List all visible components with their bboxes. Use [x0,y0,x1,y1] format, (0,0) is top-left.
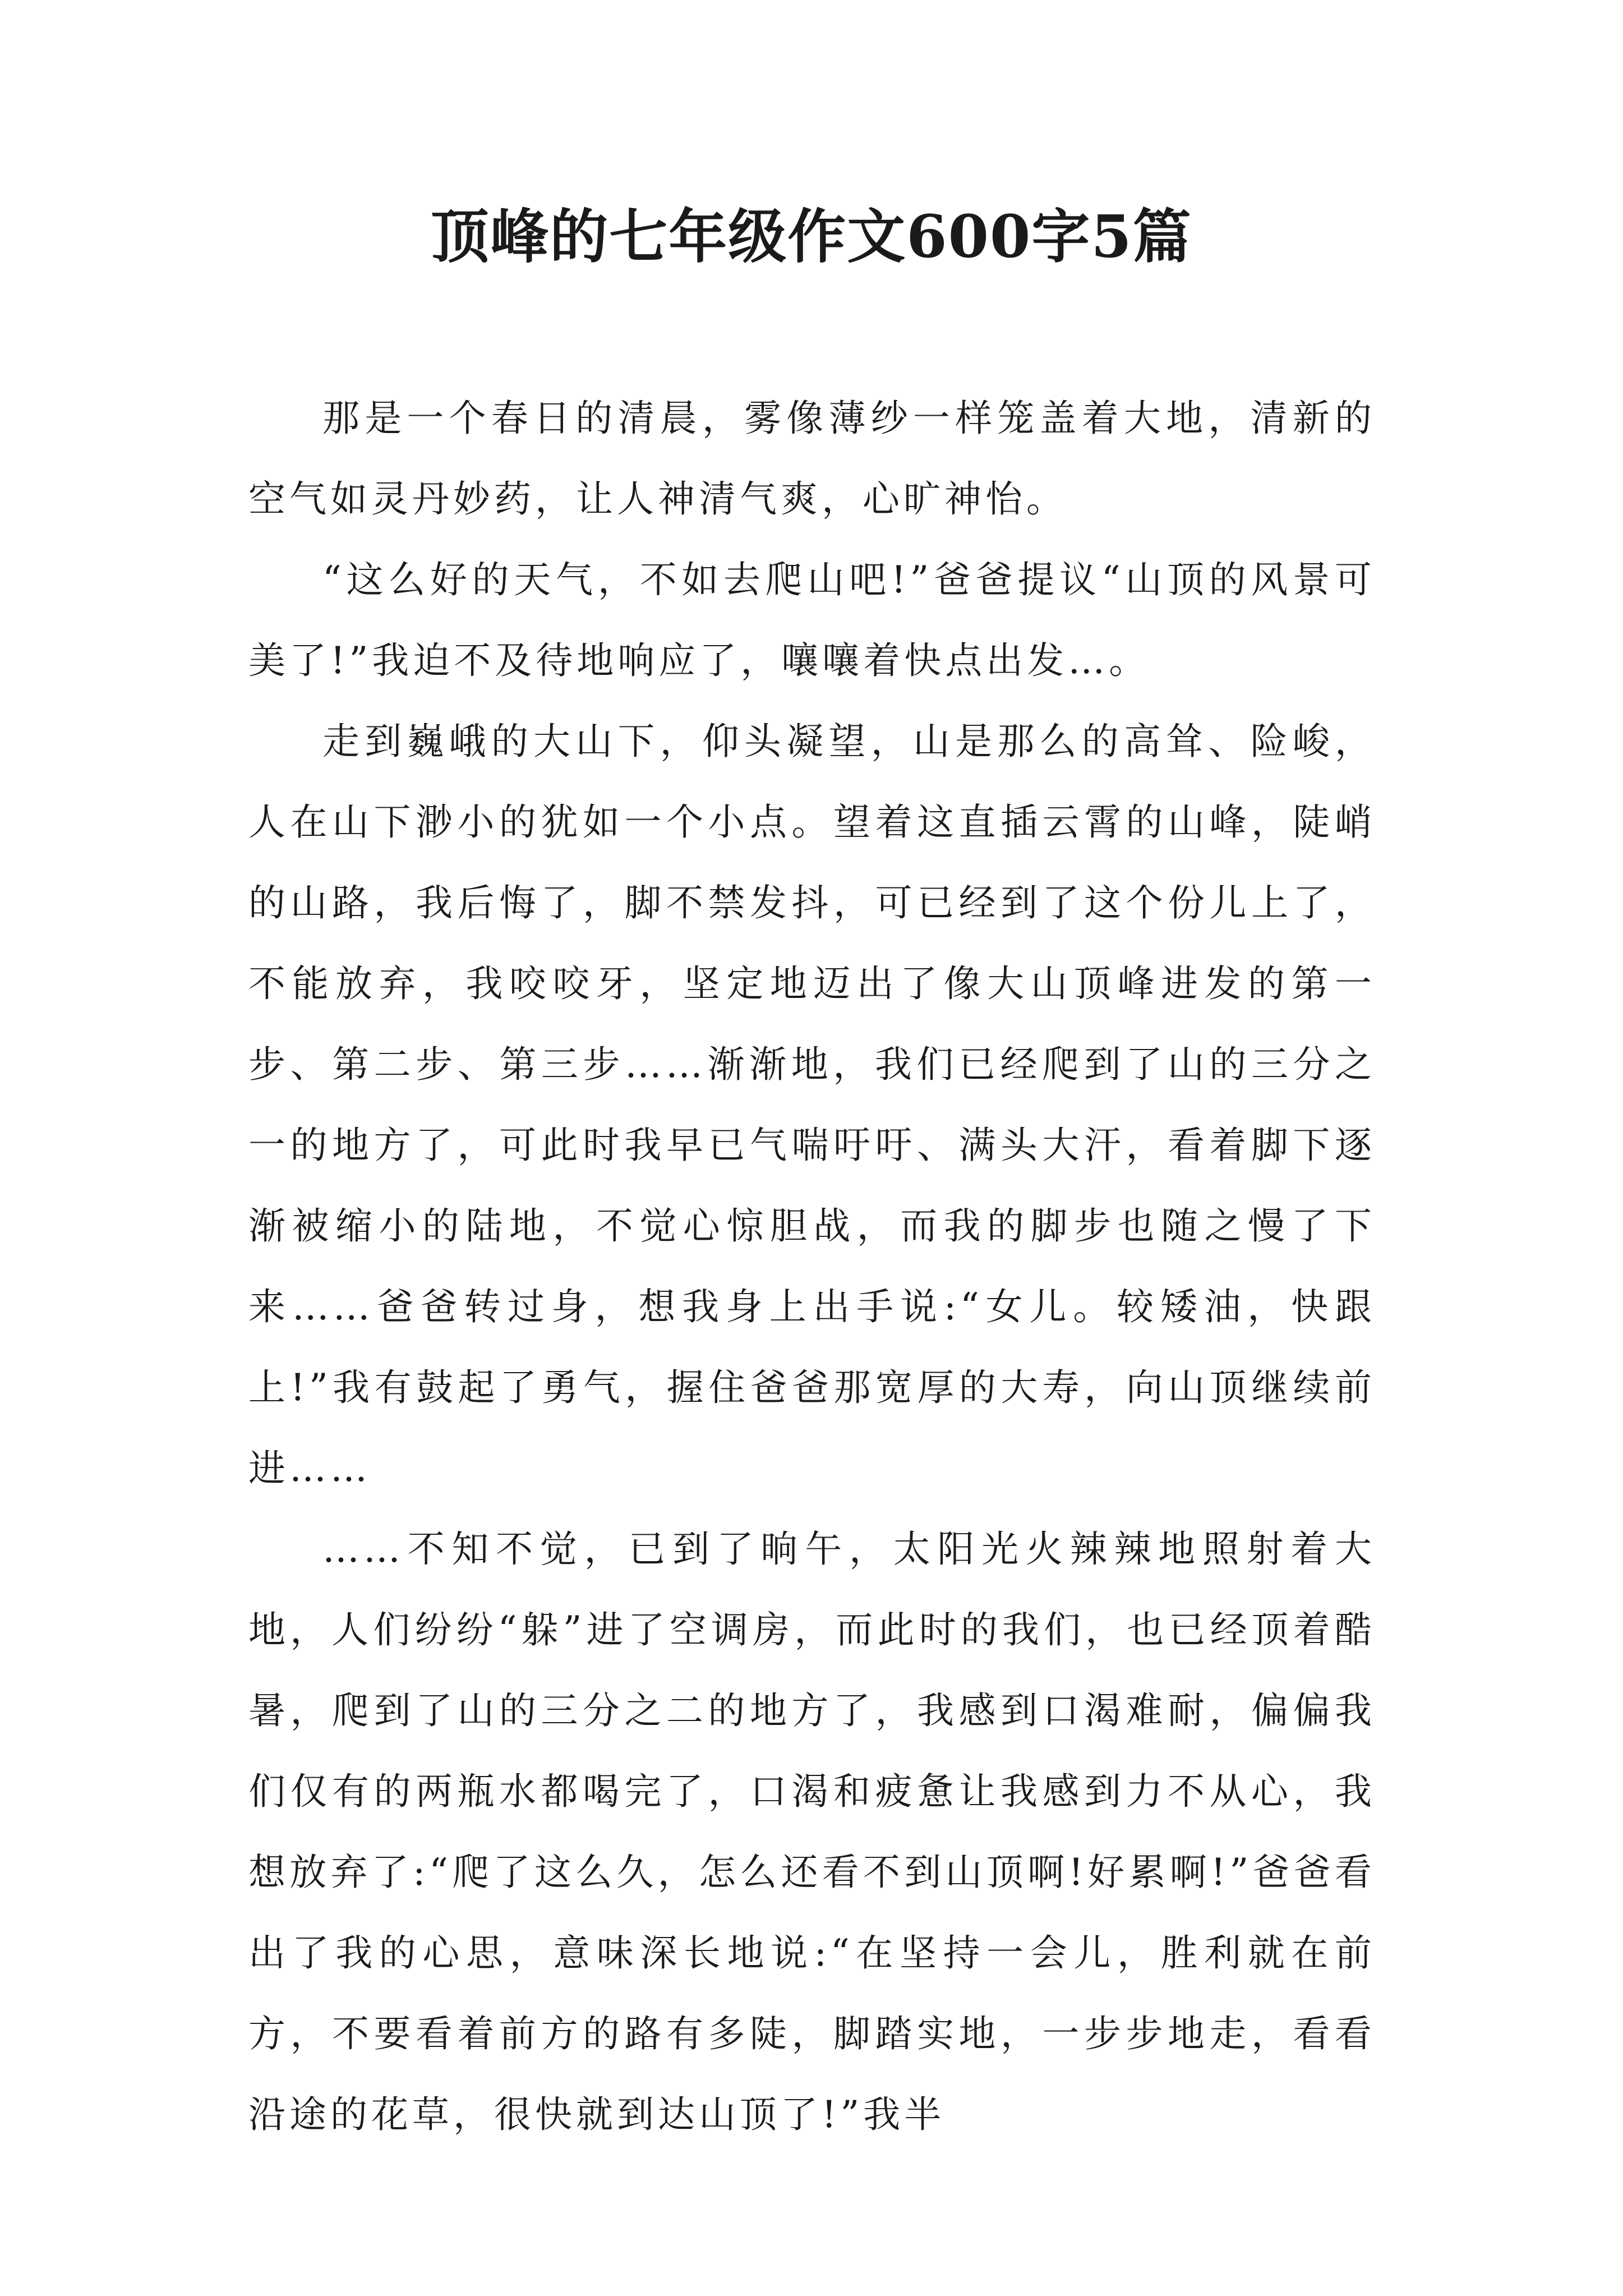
paragraph-1: 那是一个春日的清晨，雾像薄纱一样笼盖着大地，清新的空气如灵丹妙药，让人神清气爽，心旷神怡。 [248,397,1376,521]
document-body [248,378,1376,2155]
paragraph-4: ……不知不觉，已到了晌午，太阳光火辣辣地照射着大地，人们纷纷“躲”进了空调房，而此时的我们，也已经顶着酷暑，爬到了山的三分之二的地方了，我感到口渴难耐，偏偏我们仅有的两瓶水都喝完了，口渴和疲惫让我感到力不从心，我想放弃了:“爬了这么久，怎么还看不到山顶啊!好累啊!”爸爸看出了我的心思，意味深长地说:“在坚持一会儿，胜利就在前方，不要看着前方的路有多陡，脚踏实地，一步步地走，看看沿途的花草，很快就到达山顶了!”我半 [248,1527,1376,2136]
document-title: 顶峰的七年级作文600字5篇 [431,202,1192,271]
paragraph-3: 走到巍峨的大山下，仰头凝望，山是那么的高耸、险峻，人在山下渺小的犹如一个小点。望着这直插云霄的山峰，陡峭的山路，我后悔了，脚不禁发抖，可已经到了这个份儿上了，不能放弃，我咬咬牙，坚定地迈出了像大山顶峰进发的第一步、第二步、第三步……渐渐地，我们已经爬到了山的三分之一的地方了，可此时我早已气喘吁吁、满头大汗，看着脚下逐渐被缩小的陆地，不觉心惊胆战，而我的脚步也随之慢了下来……爸爸转过身，想我身上出手说:“女儿。较矮油，快跟上!”我有鼓起了勇气，握住爸爸那宽厚的大寿，向山顶继续前进…… [248,720,1376,1490]
paragraph-2: “这么好的天气，不如去爬山吧!”爸爸提议“山顶的风景可美了!”我迫不及待地响应了，嚷嚷着快点出发…。 [248,558,1376,682]
